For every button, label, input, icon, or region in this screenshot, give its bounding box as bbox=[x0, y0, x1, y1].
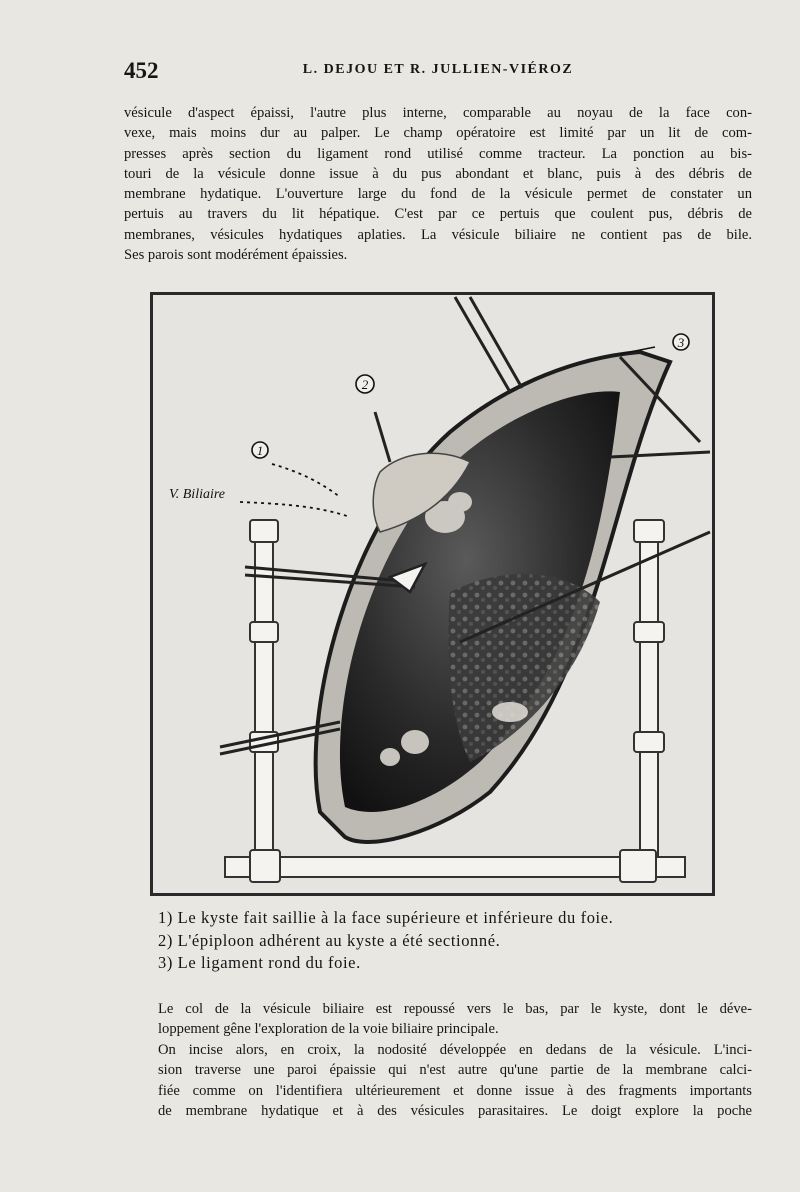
marker-2-label: 2 bbox=[361, 377, 369, 392]
text-line: pertuis au travers du lit hépatique. C'est par ce pertuis que coulent pus, débris de bbox=[124, 206, 752, 223]
text-line: sion traverse une paroi épaissie qui n'est autre qu'une partie de la membrane calci- bbox=[158, 1062, 752, 1079]
text-line: fiée comme on l'identifiera ultérieurement et donne issue à des fragments importants bbox=[158, 1082, 752, 1099]
text-line: Le col de la vésicule biliaire est repoussé vers le bas, par le kyste, dont le déve- bbox=[158, 1001, 752, 1017]
paragraph-incision bbox=[124, 1040, 752, 1121]
handwritten-label-v-biliaire: V. Biliaire bbox=[169, 487, 225, 502]
text-line: membranes, vésicules hydatiques aplaties. La vésicule biliaire ne contient pas de bile. bbox=[124, 226, 752, 243]
running-head: L. DEJOU ET R. JULLIEN-VIÉROZ bbox=[302, 62, 574, 77]
text-line: de membrane hydatique et à des vésicules parasitaires. Le doigt explore la poche bbox=[158, 1102, 752, 1119]
caption-item: 2) L'épiploon adhérent au kyste a été sectionné. bbox=[158, 930, 501, 950]
text-line: vexe, mais moins dur au palper. Le champ opératoire est limité par un lit de com- bbox=[124, 125, 752, 142]
text-line: loppement gêne l'exploration de la voie biliaire principale. bbox=[158, 1021, 499, 1038]
surgical-illustration bbox=[150, 292, 715, 896]
marker-1 bbox=[252, 442, 268, 458]
paragraph-operative-field bbox=[124, 103, 752, 265]
text-line: vésicule d'aspect épaissi, l'autre plus interne, comparable au noyau de la face con- bbox=[124, 105, 752, 121]
page-number: 452 bbox=[124, 58, 159, 83]
paragraph-vesicle-neck bbox=[124, 999, 752, 1040]
marker-2 bbox=[356, 375, 374, 393]
text-line: touri de la vésicule donne issue à du pus abondant et blanc, puis à des débris de bbox=[124, 165, 752, 182]
text-line: presses après section du ligament rond utilisé comme tracteur. La ponction au bis- bbox=[124, 145, 752, 162]
text-line: Ses parois sont modérément épaissies. bbox=[124, 247, 348, 264]
marker-3 bbox=[673, 334, 689, 350]
marker-1-label: 1 bbox=[256, 443, 264, 458]
text-line: membrane hydatique. L'ouverture large du fond de la vésicule permet de constater un bbox=[124, 186, 752, 203]
page-header bbox=[124, 58, 752, 88]
marker-3-label: 3 bbox=[677, 335, 685, 350]
caption-item: 3) Le ligament rond du foie. bbox=[158, 953, 361, 972]
text-line: On incise alors, en croix, la nodosité développée en dedans de la vésicule. L'inci- bbox=[158, 1042, 752, 1058]
caption-item: 1) Le kyste fait saillie à la face supérieure et inférieure du foie. bbox=[158, 908, 614, 927]
figure-captions bbox=[158, 907, 613, 975]
